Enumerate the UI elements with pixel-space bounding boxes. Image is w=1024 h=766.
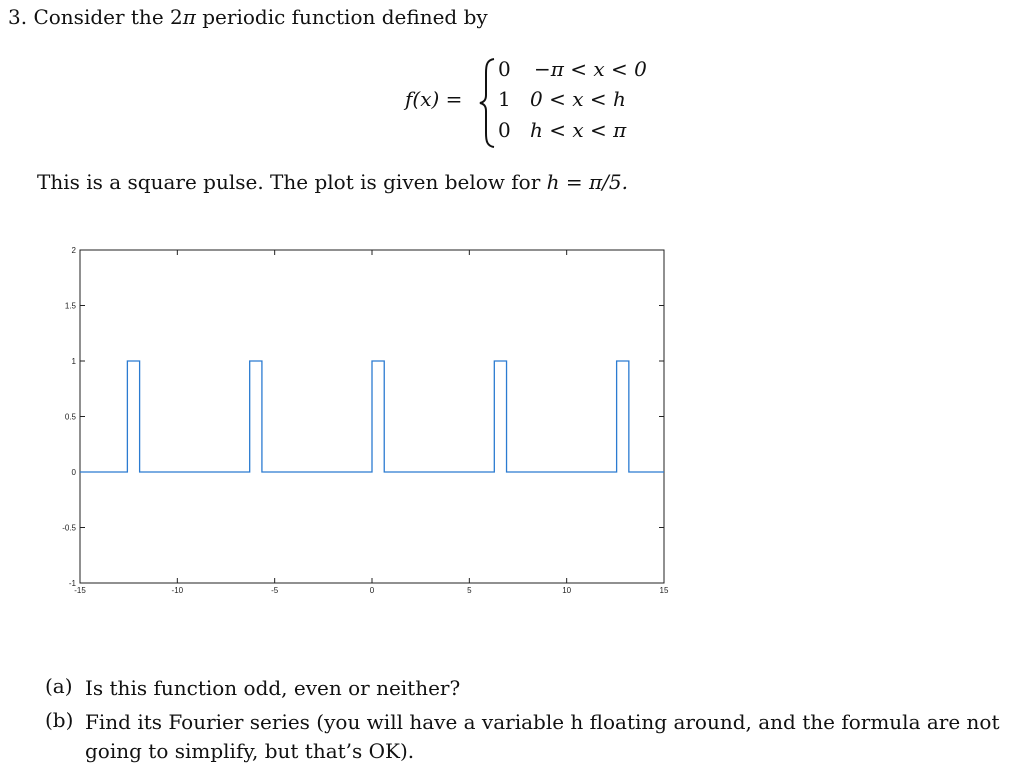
y-tick-label: 0 (71, 468, 76, 477)
x-tick-label: -15 (74, 586, 86, 595)
question-label: (b) (45, 708, 74, 732)
y-tick-label: -1 (68, 579, 76, 588)
y-tick-label: 1 (71, 357, 76, 366)
case-condition: 0 < x < h (530, 87, 626, 111)
pi-symbol: π (182, 5, 196, 29)
question-a (45, 674, 461, 700)
case-row-3 (498, 118, 627, 142)
case-value: 0 (498, 57, 511, 81)
problem-intro-a: Consider the 2 (33, 5, 183, 29)
y-tick-label: -0.5 (62, 523, 76, 533)
y-tick-label: 2 (71, 246, 76, 255)
question-text: Find its Fourier series (you will have a variable h floating around, and the formula are not going to simplify, but that’s OK). (85, 710, 1000, 763)
problem-heading (8, 5, 488, 29)
description-text: This is a square pulse. The plot is given below for (37, 170, 547, 194)
case-condition: h < x < π (530, 118, 627, 142)
case-value: 1 (498, 87, 511, 111)
case-condition: −π < x < 0 (534, 57, 647, 81)
x-tick-labels (74, 586, 669, 595)
x-tick-label: 0 (369, 586, 375, 595)
case-row-1 (498, 57, 647, 81)
problem-intro-b: periodic function defined by (195, 5, 488, 29)
case-value: 0 (498, 118, 511, 142)
y-tick-label: 1.5 (64, 301, 76, 311)
x-tick-label: -5 (271, 586, 279, 595)
x-tick-label: -10 (171, 586, 184, 595)
square-pulse-chart (0, 238, 700, 608)
y-tick-label: 0.5 (64, 412, 76, 422)
problem-number: 3. (8, 5, 28, 29)
x-tick-label: 15 (659, 586, 669, 595)
question-text: Is this function odd, even or neither? (85, 676, 461, 700)
question-label: (a) (45, 674, 73, 698)
case-row-2 (498, 87, 626, 111)
x-tick-label: 5 (467, 586, 472, 595)
description (37, 170, 628, 194)
function-lhs: f(x) = (405, 87, 463, 111)
y-tick-labels (62, 246, 76, 588)
question-b (45, 708, 1000, 763)
cases-brace (478, 57, 498, 149)
description-h-value: h = π/5. (546, 170, 628, 194)
x-tick-label: 10 (562, 586, 572, 595)
